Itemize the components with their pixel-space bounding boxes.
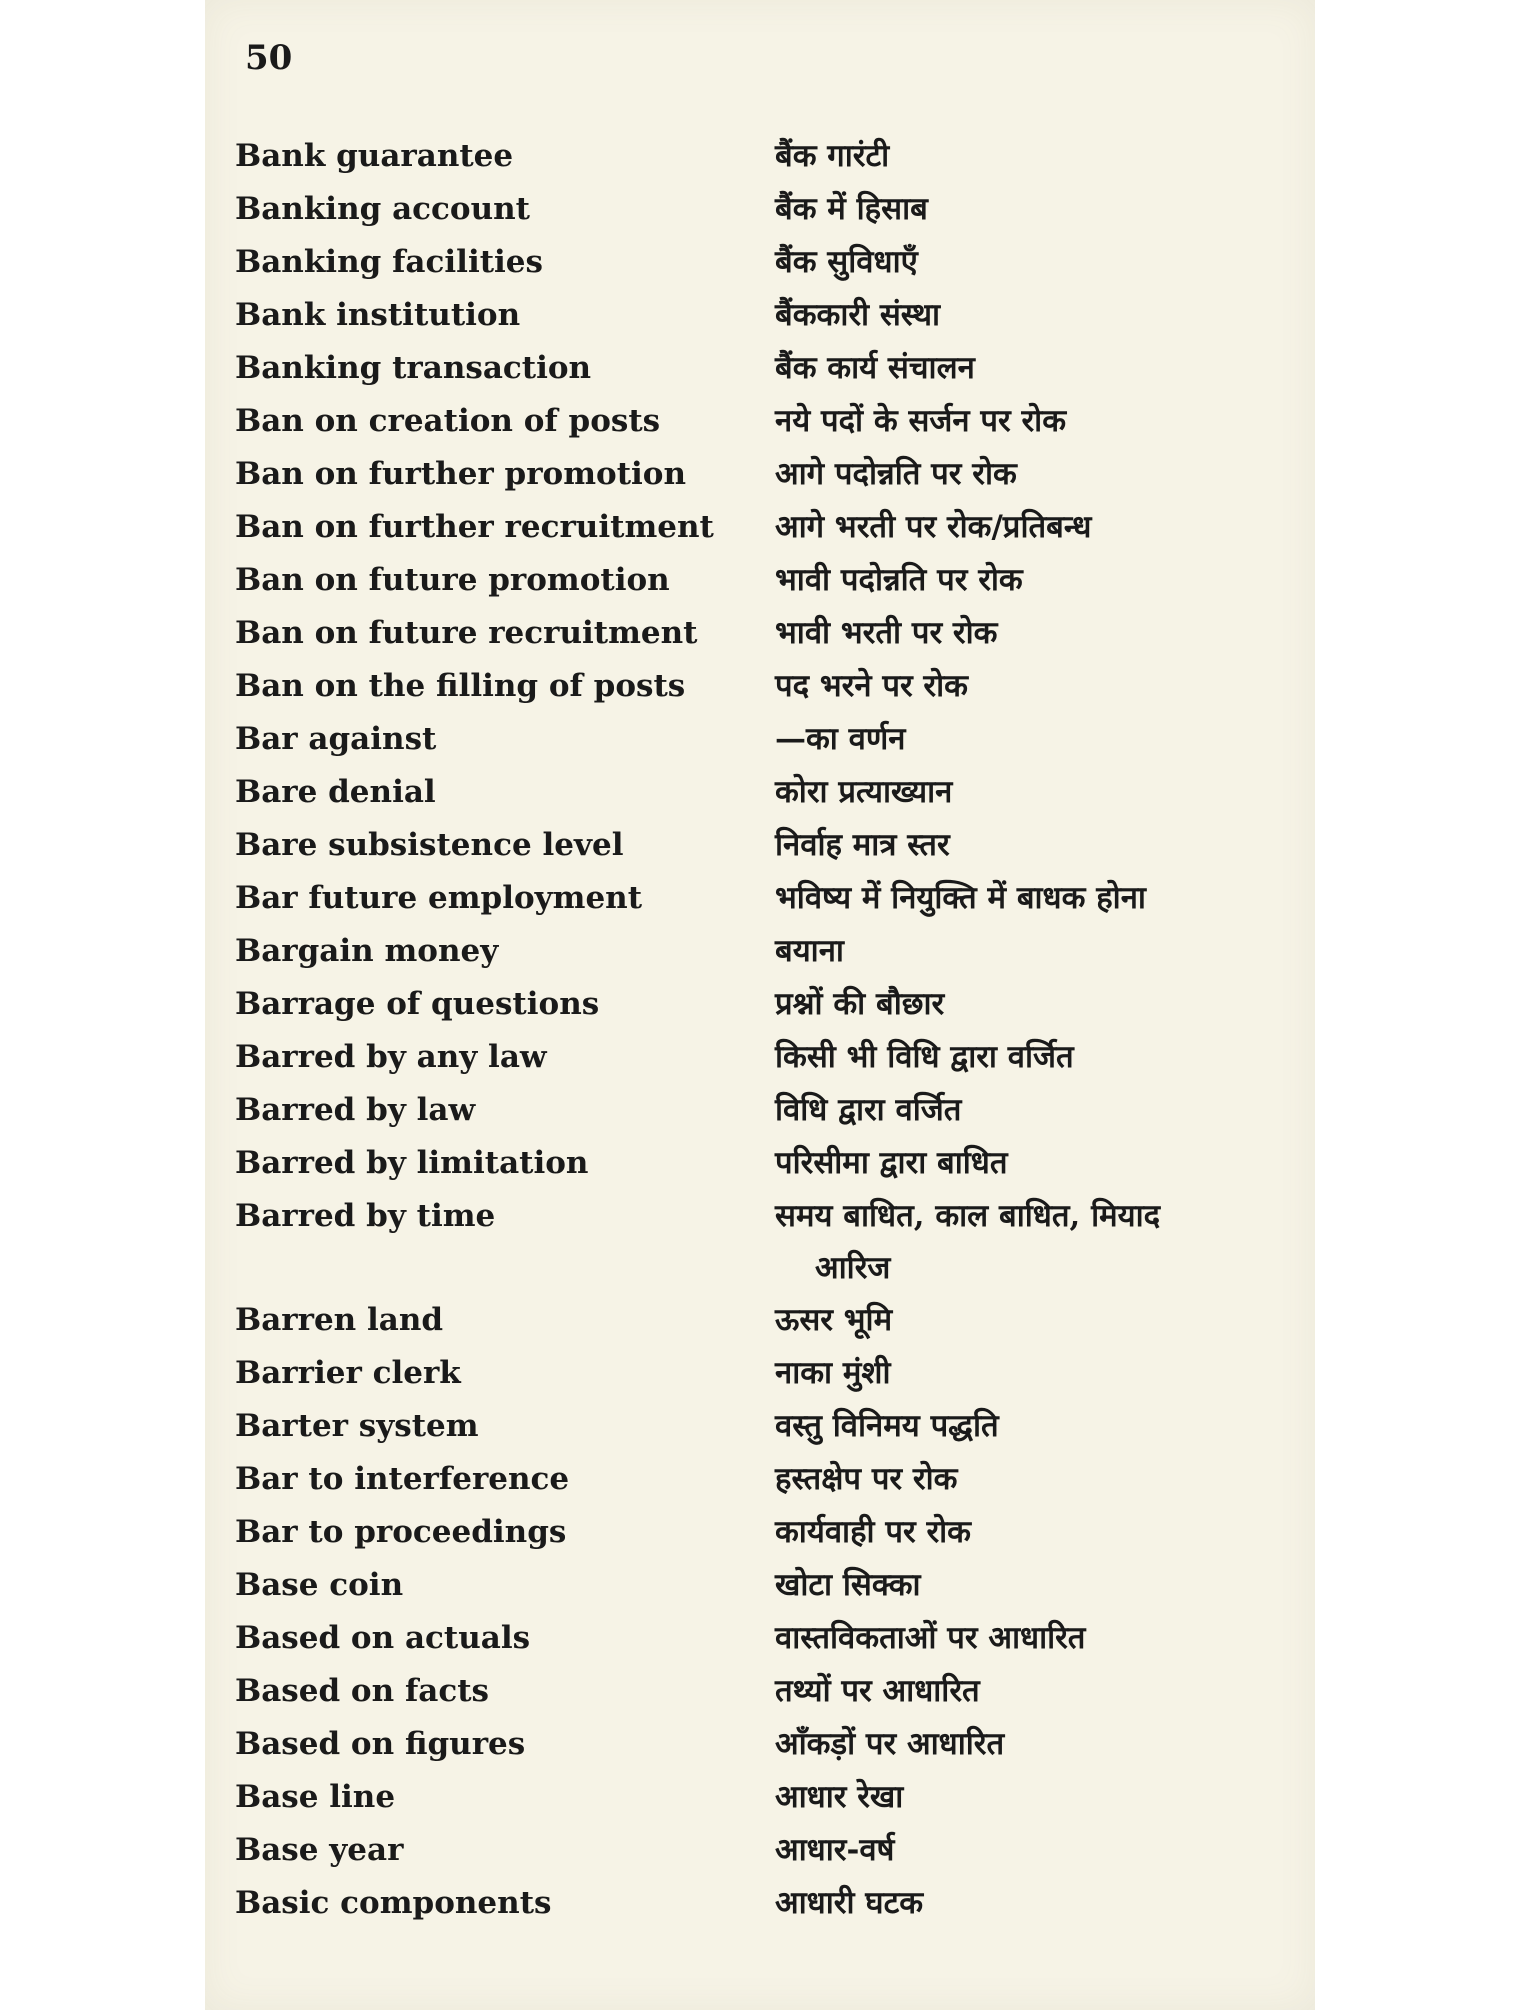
entry-translation bbox=[775, 554, 1275, 607]
translation-text: तथ्यों पर आधारित bbox=[775, 1673, 980, 1709]
entry-term: Ban on further recruitment bbox=[235, 509, 714, 545]
entry-term: Bar to proceedings bbox=[235, 1514, 567, 1550]
entry-translation bbox=[775, 289, 1275, 342]
glossary-entry bbox=[235, 766, 1295, 819]
glossary-entry bbox=[235, 660, 1295, 713]
entry-translation bbox=[775, 1718, 1275, 1771]
translation-text: ऊसर भूमि bbox=[775, 1302, 893, 1338]
entry-translation bbox=[775, 1612, 1275, 1665]
entry-term: Bare denial bbox=[235, 774, 436, 810]
glossary-entry bbox=[235, 1190, 1295, 1294]
entry-term: Banking transaction bbox=[235, 350, 592, 386]
entry-term: Ban on creation of posts bbox=[235, 403, 661, 439]
entry-translation bbox=[775, 660, 1275, 713]
translation-text: आधार रेखा bbox=[775, 1779, 904, 1815]
translation-continuation: आरिज bbox=[815, 1250, 891, 1286]
entry-term: Ban on further promotion bbox=[235, 456, 687, 492]
glossary-entry bbox=[235, 1824, 1295, 1877]
translation-text: विधि द्वारा वर्जित bbox=[775, 1092, 962, 1128]
entry-translation bbox=[775, 925, 1275, 978]
glossary-entry bbox=[235, 1347, 1295, 1400]
entry-term: Banking account bbox=[235, 191, 530, 227]
entry-term: Barrier clerk bbox=[235, 1355, 461, 1391]
entry-translation bbox=[775, 1084, 1275, 1137]
translation-text: कार्यवाही पर रोक bbox=[775, 1514, 971, 1550]
glossary-entry bbox=[235, 448, 1295, 501]
page-number: 50 bbox=[245, 38, 293, 78]
entry-term: Based on figures bbox=[235, 1726, 526, 1762]
glossary-list bbox=[235, 130, 1295, 1930]
entry-term: Barrage of questions bbox=[235, 986, 600, 1022]
glossary-entry bbox=[235, 342, 1295, 395]
entry-term: Ban on future promotion bbox=[235, 562, 670, 598]
entry-translation bbox=[775, 342, 1275, 395]
entry-term: Banking facilities bbox=[235, 244, 543, 280]
entry-term: Barter system bbox=[235, 1408, 479, 1444]
glossary-entry bbox=[235, 607, 1295, 660]
entry-translation bbox=[775, 1559, 1275, 1612]
glossary-entry bbox=[235, 183, 1295, 236]
glossary-entry bbox=[235, 1453, 1295, 1506]
entry-term: Barred by time bbox=[235, 1198, 496, 1234]
glossary-entry bbox=[235, 1137, 1295, 1190]
translation-text: बैंक कार्य संचालन bbox=[775, 350, 975, 386]
entry-term: Barred by any law bbox=[235, 1039, 547, 1075]
translation-text: वस्तु विनिमय पद्धति bbox=[775, 1408, 999, 1444]
glossary-entry bbox=[235, 236, 1295, 289]
translation-text: नाका मुंशी bbox=[775, 1355, 891, 1391]
translation-text: आगे भरती पर रोक/प्रतिबन्ध bbox=[775, 509, 1092, 545]
translation-text: आधार-वर्ष bbox=[775, 1832, 895, 1868]
glossary-entry bbox=[235, 1084, 1295, 1137]
entry-translation bbox=[775, 872, 1275, 925]
entry-translation bbox=[775, 607, 1275, 660]
glossary-entry bbox=[235, 501, 1295, 554]
entry-term: Based on actuals bbox=[235, 1620, 531, 1656]
entry-translation bbox=[775, 448, 1275, 501]
glossary-entry bbox=[235, 1612, 1295, 1665]
translation-text: वास्तविकताओं पर आधारित bbox=[775, 1620, 1086, 1656]
entry-term: Basic components bbox=[235, 1885, 552, 1921]
glossary-entry bbox=[235, 1559, 1295, 1612]
entry-translation bbox=[775, 130, 1275, 183]
translation-text: प्रश्नों की बौछार bbox=[775, 986, 945, 1022]
translation-text: बयाना bbox=[775, 933, 844, 969]
entry-translation bbox=[775, 819, 1275, 872]
entry-translation bbox=[775, 1137, 1275, 1190]
entry-term: Ban on the filling of posts bbox=[235, 668, 686, 704]
translation-text: खोटा सिक्का bbox=[775, 1567, 921, 1603]
entry-term: Base coin bbox=[235, 1567, 404, 1603]
glossary-entry bbox=[235, 554, 1295, 607]
translation-text: निर्वाह मात्र स्तर bbox=[775, 827, 950, 863]
translation-text: आँकड़ों पर आधारित bbox=[775, 1726, 1005, 1762]
translation-text: —का वर्णन bbox=[775, 721, 906, 757]
translation-text: हस्तक्षेप पर रोक bbox=[775, 1461, 958, 1497]
glossary-entry bbox=[235, 1294, 1295, 1347]
glossary-entry bbox=[235, 289, 1295, 342]
entry-term: Bank institution bbox=[235, 297, 521, 333]
entry-term: Barred by law bbox=[235, 1092, 476, 1128]
entry-translation bbox=[775, 1453, 1275, 1506]
entry-translation bbox=[775, 501, 1275, 554]
glossary-entry bbox=[235, 713, 1295, 766]
entry-translation bbox=[775, 713, 1275, 766]
translation-text: नये पदों के सर्जन पर रोक bbox=[775, 403, 1067, 439]
translation-text: परिसीमा द्वारा बाधित bbox=[775, 1145, 1008, 1181]
glossary-entry bbox=[235, 395, 1295, 448]
entry-term: Bar future employment bbox=[235, 880, 643, 916]
glossary-entry bbox=[235, 1665, 1295, 1718]
translation-text: किसी भी विधि द्वारा वर्जित bbox=[775, 1039, 1074, 1075]
entry-term: Base year bbox=[235, 1832, 404, 1868]
glossary-entry bbox=[235, 978, 1295, 1031]
translation-text: भावी पदोन्नति पर रोक bbox=[775, 562, 1023, 598]
entry-term: Based on facts bbox=[235, 1673, 490, 1709]
entry-translation bbox=[775, 1506, 1275, 1559]
entry-translation bbox=[775, 1824, 1275, 1877]
entry-term: Base line bbox=[235, 1779, 396, 1815]
glossary-entry bbox=[235, 1771, 1295, 1824]
translation-text: आगे पदोन्नति पर रोक bbox=[775, 456, 1017, 492]
entry-translation bbox=[775, 978, 1275, 1031]
glossary-entry bbox=[235, 1400, 1295, 1453]
entry-term: Barred by limitation bbox=[235, 1145, 589, 1181]
entry-term: Bank guarantee bbox=[235, 138, 514, 174]
entry-term: Bar against bbox=[235, 721, 437, 757]
glossary-entry bbox=[235, 1506, 1295, 1559]
translation-text: भविष्य में नियुक्ति में बाधक होना bbox=[775, 880, 1146, 916]
translation-text: पद भरने पर रोक bbox=[775, 668, 968, 704]
entry-translation bbox=[775, 236, 1275, 289]
entry-translation bbox=[775, 183, 1275, 236]
entry-term: Bar to interference bbox=[235, 1461, 570, 1497]
entry-translation bbox=[775, 1190, 1275, 1294]
entry-translation bbox=[775, 766, 1275, 819]
entry-term: Barren land bbox=[235, 1302, 444, 1338]
translation-text: बैंक गारंटी bbox=[775, 138, 890, 174]
glossary-entry bbox=[235, 1031, 1295, 1084]
translation-text: बैंक सुविधाएँ bbox=[775, 244, 918, 280]
translation-text: बैंक में हिसाब bbox=[775, 191, 928, 227]
glossary-entry bbox=[235, 1718, 1295, 1771]
glossary-entry bbox=[235, 1877, 1295, 1930]
book-page bbox=[205, 0, 1315, 2010]
glossary-entry bbox=[235, 130, 1295, 183]
translation-text: बैंककारी संस्था bbox=[775, 297, 941, 333]
entry-term: Bare subsistence level bbox=[235, 827, 624, 863]
translation-text: कोरा प्रत्याख्यान bbox=[775, 774, 953, 810]
translation-text: भावी भरती पर रोक bbox=[775, 615, 998, 651]
translation-text: आधारी घटक bbox=[775, 1885, 924, 1921]
translation-text: समय बाधित, काल बाधित, मियाद bbox=[775, 1198, 1161, 1234]
entry-translation bbox=[775, 1347, 1275, 1400]
entry-term: Bargain money bbox=[235, 933, 499, 969]
entry-translation bbox=[775, 1400, 1275, 1453]
glossary-entry bbox=[235, 872, 1295, 925]
entry-translation bbox=[775, 1771, 1275, 1824]
entry-term: Ban on future recruitment bbox=[235, 615, 698, 651]
glossary-entry bbox=[235, 925, 1295, 978]
entry-translation bbox=[775, 1877, 1275, 1930]
entry-translation bbox=[775, 1294, 1275, 1347]
entry-translation bbox=[775, 395, 1275, 448]
entry-translation bbox=[775, 1031, 1275, 1084]
entry-translation bbox=[775, 1665, 1275, 1718]
glossary-entry bbox=[235, 819, 1295, 872]
